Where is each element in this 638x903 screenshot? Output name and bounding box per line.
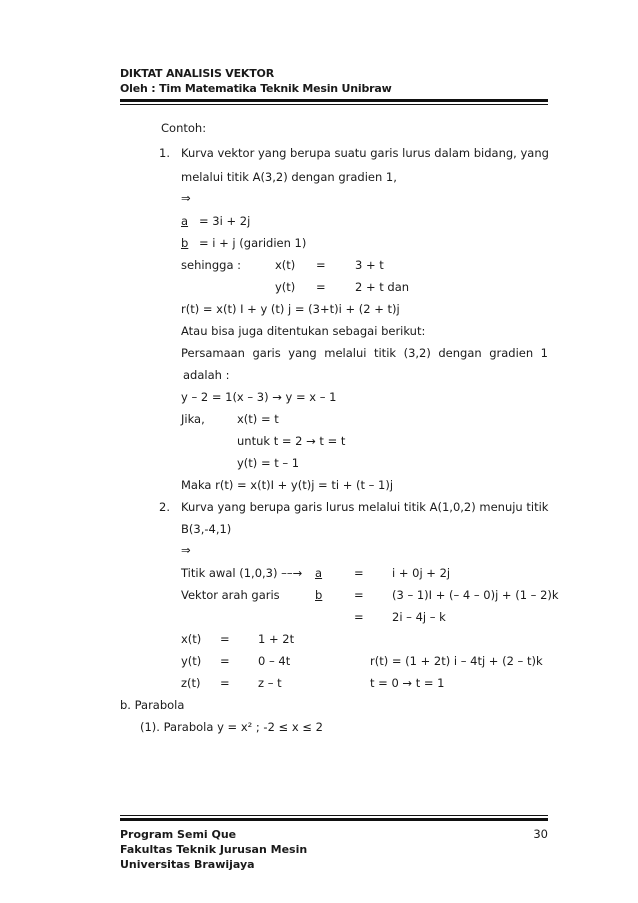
param-zt-value: z – t [258, 676, 282, 690]
param-yt-label: y(t) [181, 654, 202, 668]
param-yt-value: 0 – 4t [258, 654, 291, 668]
header-title: DIKTAT ANALISIS VEKTOR [120, 67, 274, 80]
header-rule-thin [120, 104, 548, 105]
param-t0-text: t = 0 → t = 1 [370, 676, 445, 690]
header-rule-thick [120, 99, 548, 102]
yt-line: y(t) = t – 1 [237, 456, 300, 470]
item1-number: 1. [159, 146, 170, 160]
implies-arrow-1: ⇒ [181, 191, 191, 205]
footer-rule-thick [120, 818, 548, 821]
param-xt-equals: = [220, 632, 230, 646]
param-xt-value: 1 + 2t [258, 632, 295, 646]
adalah-text: adalah : [183, 368, 230, 382]
titik-awal-value: i + 0j + 2j [392, 566, 451, 580]
xt-equals: = [316, 258, 326, 272]
rt-equation: r(t) = x(t) I + y (t) j = (3+t)i + (2 + t)j [181, 302, 400, 316]
vektor-arah-value-2: 2i – 4j – k [392, 610, 446, 624]
implies-arrow-2: ⇒ [181, 543, 191, 557]
xt-label: x(t) [275, 258, 296, 272]
xt-value: 3 + t [355, 258, 384, 272]
yt-equals: = [316, 280, 326, 294]
page-number: 30 [533, 827, 548, 841]
param-zt-equals: = [220, 676, 230, 690]
param-zt-label: z(t) [181, 676, 201, 690]
header-author: Oleh : Tim Matematika Teknik Mesin Unibraw [120, 82, 392, 95]
atau-text: Atau bisa juga ditentukan sebagai berikut: [181, 324, 426, 338]
vector-b-label: b [181, 236, 189, 250]
yt-label: y(t) [275, 280, 296, 294]
titik-awal-label: Titik awal (1,0,3) ––→ [181, 566, 303, 580]
item2-line1: Kurva yang berupa garis lurus melalui titik A(1,0,2) menuju titik [181, 500, 549, 514]
vektor-arah-equals-2: = [354, 610, 364, 624]
jika-xt: x(t) = t [237, 412, 279, 426]
maka-equation: Maka r(t) = x(t)I + y(t)j = ti + (t – 1)j [181, 478, 394, 492]
titik-awal-var: a [315, 566, 323, 580]
vector-b-equation: = i + j (garidien 1) [199, 236, 307, 250]
vector-a-equation: = 3i + 2j [199, 214, 251, 228]
footer-faculty: Fakultas Teknik Jurusan Mesin [120, 843, 308, 856]
footer-program: Program Semi Que [120, 828, 237, 841]
item1-line2: melalui titik A(3,2) dengan gradien 1, [181, 170, 397, 184]
contoh-heading: Contoh: [161, 121, 207, 135]
param-yt-equals: = [220, 654, 230, 668]
jika-label: Jika, [181, 412, 205, 426]
vector-a-label: a [181, 214, 189, 228]
item2-number: 2. [159, 500, 170, 514]
persamaan-text: Persamaan garis yang melalui titik (3,2) dengan gradien 1 [181, 346, 548, 360]
section-b-heading: b. Parabola [120, 698, 185, 712]
footer-rule-thin [120, 815, 548, 816]
item1-line1: Kurva vektor yang berupa suatu garis lurus dalam bidang, yang [181, 146, 549, 160]
vektor-arah-var: b [315, 588, 323, 602]
untuk-text: untuk t = 2 → t = t [237, 434, 346, 448]
sehingga-label: sehingga : [181, 258, 242, 272]
titik-awal-equals: = [354, 566, 364, 580]
footer-university: Universitas Brawijaya [120, 858, 255, 871]
param-rt-equation: r(t) = (1 + 2t) i – 4tj + (2 – t)k [370, 654, 543, 668]
line-equation: y – 2 = 1(x – 3) → y = x – 1 [181, 390, 337, 404]
vektor-arah-equals: = [354, 588, 364, 602]
item2-line2: B(3,-4,1) [181, 522, 232, 536]
yt-value: 2 + t dan [355, 280, 410, 294]
vektor-arah-value: (3 – 1)I + (– 4 – 0)j + (1 – 2)k [392, 588, 559, 602]
param-xt-label: x(t) [181, 632, 202, 646]
parabola-subheading: (1). Parabola y = x² ; -2 ≤ x ≤ 2 [140, 720, 323, 734]
vektor-arah-label: Vektor arah garis [181, 588, 280, 602]
